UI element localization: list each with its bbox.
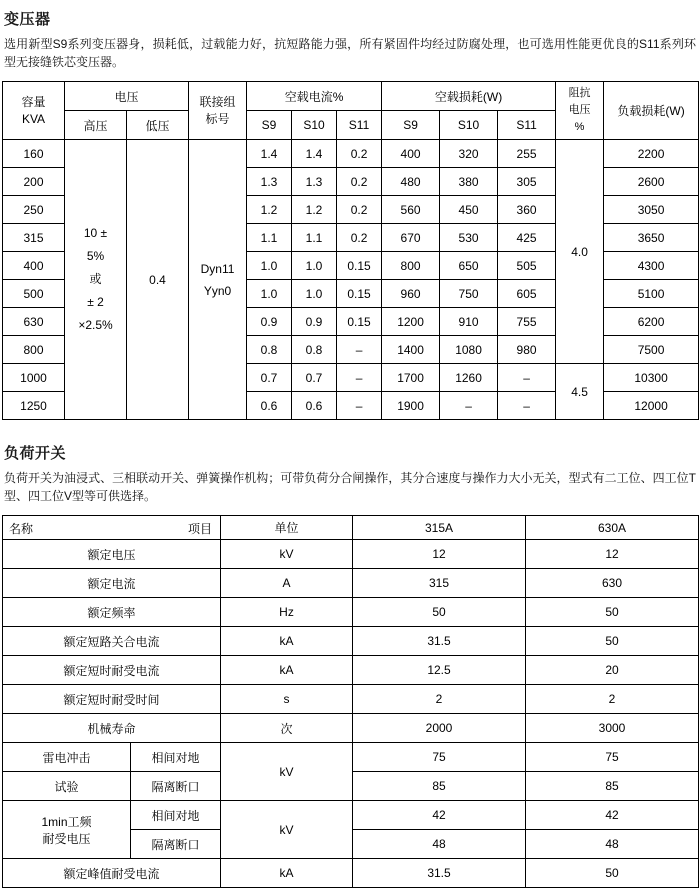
cell-current-s9: 1.0 <box>247 280 292 308</box>
header-name: 名称 <box>9 521 34 536</box>
header-no-load-loss: 空载损耗(W) <box>382 82 556 111</box>
cell-loss-s11: 425 <box>498 224 556 252</box>
cell-current-s9: 0.8 <box>247 336 292 364</box>
cell-value-315a: 85 <box>353 772 526 801</box>
cell-name: 额定短时耐受电流 <box>3 656 221 685</box>
cell-unit: kV <box>221 743 353 801</box>
cell-load-loss: 10300 <box>604 364 699 392</box>
cell-value-315a: 2 <box>353 685 526 714</box>
cell-loss-s11: 255 <box>498 140 556 168</box>
cell-capacity: 630 <box>3 308 65 336</box>
cell-loss-s10: 380 <box>440 168 498 196</box>
cell-value-630a: 85 <box>526 772 699 801</box>
cell-current-s11: 0.2 <box>337 196 382 224</box>
cell-unit: kV <box>221 801 353 859</box>
table-row <box>3 656 699 685</box>
cell-current-s10: 1.2 <box>292 196 337 224</box>
table-row <box>3 859 699 888</box>
cell-name: 机械寿命 <box>3 714 221 743</box>
cell-load-loss: 6200 <box>604 308 699 336</box>
cell-name: 额定短时耐受时间 <box>3 685 221 714</box>
cell-name: 额定频率 <box>3 598 221 627</box>
header-item: 项目 <box>187 521 212 536</box>
table-row <box>3 627 699 656</box>
cell-current-s10: 1.1 <box>292 224 337 252</box>
cell-current-s11: 0.2 <box>337 140 382 168</box>
cell-unit: kA <box>221 627 353 656</box>
cell-value-315a: 2000 <box>353 714 526 743</box>
section-title-transformer: 变压器 <box>4 11 51 28</box>
cell-value-315a: 315 <box>353 569 526 598</box>
cell-load-loss: 3050 <box>604 196 699 224</box>
cell-capacity: 250 <box>3 196 65 224</box>
header-high-voltage: 高压 <box>65 111 127 140</box>
cell-current-s11: – <box>337 336 382 364</box>
cell-current-s9: 1.4 <box>247 140 292 168</box>
cell-name: 1min工频 耐受电压 <box>3 801 131 859</box>
cell-loss-s9: 960 <box>382 280 440 308</box>
cell-loss-s10: 1260 <box>440 364 498 392</box>
table-row <box>3 685 699 714</box>
cell-current-s11: 0.15 <box>337 252 382 280</box>
cell-value-315a: 48 <box>353 830 526 859</box>
header-current-s10: S10 <box>292 111 337 140</box>
cell-load-loss: 4300 <box>604 252 699 280</box>
cell-value-630a: 20 <box>526 656 699 685</box>
cell-current-s9: 1.3 <box>247 168 292 196</box>
cell-current-s10: 1.3 <box>292 168 337 196</box>
cell-current-s10: 1.4 <box>292 140 337 168</box>
cell-current-s10: 0.6 <box>292 392 337 420</box>
cell-load-loss: 3650 <box>604 224 699 252</box>
cell-current-s10: 0.8 <box>292 336 337 364</box>
cell-value-630a: 12 <box>526 540 699 569</box>
header-no-load-current: 空载电流% <box>247 82 382 111</box>
cell-loss-s10: 650 <box>440 252 498 280</box>
cell-value-315a: 50 <box>353 598 526 627</box>
cell-value-630a: 42 <box>526 801 699 830</box>
cell-loss-s11: 755 <box>498 308 556 336</box>
cell-capacity: 315 <box>3 224 65 252</box>
cell-unit: kA <box>221 656 353 685</box>
cell-subitem: 相间对地 <box>131 801 221 830</box>
cell-loss-s10: 1080 <box>440 336 498 364</box>
cell-loss-s9: 1400 <box>382 336 440 364</box>
cell-name: 试验 <box>3 772 131 801</box>
cell-current-s11: 0.2 <box>337 224 382 252</box>
cell-value-630a: 2 <box>526 685 699 714</box>
cell-current-s9: 0.6 <box>247 392 292 420</box>
cell-current-s11: 0.2 <box>337 168 382 196</box>
table-row <box>3 714 699 743</box>
cell-low-voltage: 0.4 <box>127 140 189 420</box>
load-switch-table-body <box>3 540 699 888</box>
cell-loss-s11: 305 <box>498 168 556 196</box>
cell-value-630a: 630 <box>526 569 699 598</box>
cell-loss-s9: 480 <box>382 168 440 196</box>
header-voltage: 电压 <box>65 82 189 111</box>
cell-current-s9: 1.0 <box>247 252 292 280</box>
cell-current-s10: 0.7 <box>292 364 337 392</box>
cell-capacity: 1000 <box>3 364 65 392</box>
cell-name: 额定电流 <box>3 569 221 598</box>
cell-capacity: 500 <box>3 280 65 308</box>
cell-name: 雷电冲击 <box>3 743 131 772</box>
header-name-item <box>3 516 221 540</box>
cell-value-315a: 12.5 <box>353 656 526 685</box>
table-row <box>3 140 699 168</box>
table-row <box>3 569 699 598</box>
header-group-label: 联接组 标号 <box>189 82 247 140</box>
cell-loss-s11: 980 <box>498 336 556 364</box>
cell-capacity: 800 <box>3 336 65 364</box>
cell-loss-s9: 800 <box>382 252 440 280</box>
cell-loss-s9: 560 <box>382 196 440 224</box>
cell-current-s9: 1.1 <box>247 224 292 252</box>
cell-loss-s9: 1700 <box>382 364 440 392</box>
cell-unit: s <box>221 685 353 714</box>
cell-current-s9: 0.9 <box>247 308 292 336</box>
cell-value-630a: 50 <box>526 859 699 888</box>
cell-loss-s10: 320 <box>440 140 498 168</box>
cell-loss-s11: 360 <box>498 196 556 224</box>
cell-current-s9: 1.2 <box>247 196 292 224</box>
header-current-s11: S11 <box>337 111 382 140</box>
cell-subitem: 相间对地 <box>131 743 221 772</box>
cell-group-label: Dyn11 Yyn0 <box>189 140 247 420</box>
cell-loss-s9: 400 <box>382 140 440 168</box>
cell-impedance: 4.5 <box>556 364 604 420</box>
cell-load-loss: 12000 <box>604 392 699 420</box>
cell-capacity: 200 <box>3 168 65 196</box>
cell-loss-s9: 1900 <box>382 392 440 420</box>
cell-capacity: 160 <box>3 140 65 168</box>
cell-current-s10: 1.0 <box>292 280 337 308</box>
cell-unit: kA <box>221 859 353 888</box>
cell-loss-s10: 530 <box>440 224 498 252</box>
header-loss-s9: S9 <box>382 111 440 140</box>
cell-current-s11: – <box>337 364 382 392</box>
cell-value-315a: 31.5 <box>353 627 526 656</box>
cell-unit: 次 <box>221 714 353 743</box>
cell-subitem: 隔离断口 <box>131 830 221 859</box>
header-current-s9: S9 <box>247 111 292 140</box>
cell-loss-s9: 670 <box>382 224 440 252</box>
cell-value-315a: 75 <box>353 743 526 772</box>
cell-name: 额定短路关合电流 <box>3 627 221 656</box>
cell-loss-s10: 450 <box>440 196 498 224</box>
cell-impedance: 4.0 <box>556 140 604 364</box>
cell-current-s10: 0.9 <box>292 308 337 336</box>
header-impedance: 阻抗 电压 % <box>556 82 604 140</box>
cell-current-s11: 0.15 <box>337 280 382 308</box>
header-loss-s11: S11 <box>498 111 556 140</box>
section-intro-transformer: 选用新型S9系列变压器身，损耗低，过载能力好，抗短路能力强，所有紧固件均经过防腐处理，也可选用性能更优良的S11系列环型无接缝铁芯变压器。 <box>4 37 696 69</box>
header-unit: 单位 <box>221 516 353 540</box>
cell-value-630a: 50 <box>526 627 699 656</box>
cell-current-s10: 1.0 <box>292 252 337 280</box>
table-row <box>3 598 699 627</box>
load-switch-spec-table <box>2 515 699 888</box>
header-loss-s10: S10 <box>440 111 498 140</box>
cell-value-630a: 75 <box>526 743 699 772</box>
section-title-load-switch: 负荷开关 <box>4 445 67 462</box>
cell-loss-s9: 1200 <box>382 308 440 336</box>
header-315a: 315A <box>353 516 526 540</box>
cell-value-315a: 31.5 <box>353 859 526 888</box>
table-row <box>3 743 699 772</box>
cell-value-630a: 3000 <box>526 714 699 743</box>
cell-current-s11: – <box>337 392 382 420</box>
cell-capacity: 1250 <box>3 392 65 420</box>
cell-loss-s11: 505 <box>498 252 556 280</box>
cell-unit: Hz <box>221 598 353 627</box>
cell-value-630a: 50 <box>526 598 699 627</box>
document-page <box>0 8 700 888</box>
transformer-table-body <box>3 140 699 420</box>
table-row <box>3 540 699 569</box>
header-load-loss: 负载损耗(W) <box>604 82 699 140</box>
cell-load-loss: 2200 <box>604 140 699 168</box>
cell-load-loss: 2600 <box>604 168 699 196</box>
cell-current-s9: 0.7 <box>247 364 292 392</box>
cell-loss-s11: – <box>498 392 556 420</box>
cell-high-voltage: 10 ± 5% 或 ± 2 ×2.5% <box>65 140 127 420</box>
cell-loss-s10: – <box>440 392 498 420</box>
cell-name: 额定电压 <box>3 540 221 569</box>
header-low-voltage: 低压 <box>127 111 189 140</box>
cell-load-loss: 5100 <box>604 280 699 308</box>
cell-loss-s11: 605 <box>498 280 556 308</box>
cell-load-loss: 7500 <box>604 336 699 364</box>
cell-loss-s11: – <box>498 364 556 392</box>
table-row <box>3 801 699 830</box>
cell-capacity: 400 <box>3 252 65 280</box>
transformer-spec-table <box>2 81 699 420</box>
cell-value-630a: 48 <box>526 830 699 859</box>
cell-current-s11: 0.15 <box>337 308 382 336</box>
cell-loss-s10: 750 <box>440 280 498 308</box>
section-intro-load-switch: 负荷开关为油浸式、三相联动开关、弹簧操作机构；可带负荷分合闸操作，其分合速度与操作力大小无关，型式有二工位、四工位T型、四工位V型等可供选择。 <box>4 471 696 503</box>
cell-value-315a: 12 <box>353 540 526 569</box>
cell-subitem: 隔离断口 <box>131 772 221 801</box>
cell-value-315a: 42 <box>353 801 526 830</box>
header-630a: 630A <box>526 516 699 540</box>
header-capacity: 容量 KVA <box>3 82 65 140</box>
cell-unit: A <box>221 569 353 598</box>
cell-name: 额定峰值耐受电流 <box>3 859 221 888</box>
cell-unit: kV <box>221 540 353 569</box>
cell-loss-s10: 910 <box>440 308 498 336</box>
